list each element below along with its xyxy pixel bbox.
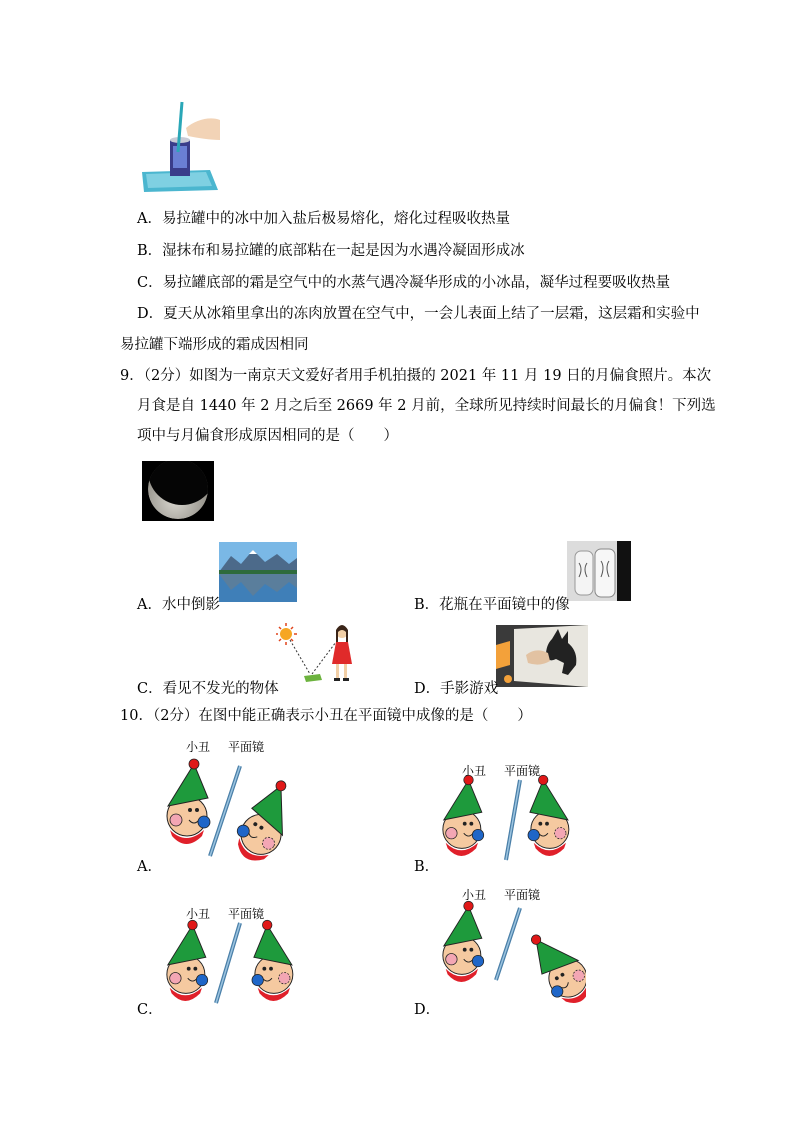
q9-option-d: D．手影游戏 <box>414 681 499 697</box>
q8-option-d-cont: 易拉罐下端形成的霜成因相同 <box>120 337 309 353</box>
mirror-label: 平面镜 <box>228 740 265 754</box>
mirror-label: 平面镜 <box>504 888 541 902</box>
q10-option-a: A． <box>137 859 162 875</box>
clown-label: 小丑 <box>186 740 211 754</box>
q10-stem: 10．（2分）在图中能正确表示小丑在平面镜中成像的是（ ） <box>120 708 532 724</box>
q8-option-b: B．湿抹布和易拉罐的底部粘在一起是因为水遇冷凝固形成冰 <box>137 243 525 259</box>
partial-lunar-eclipse-photo <box>142 461 214 521</box>
can-experiment-image <box>140 100 220 192</box>
q10-figure-a <box>160 736 310 866</box>
q9-option-c: C．看见不发光的物体 <box>137 681 279 697</box>
clown-label: 小丑 <box>462 888 487 902</box>
q9-stem-line-3: 项中与月偏食形成原因相同的是（ ） <box>137 428 398 444</box>
q10-option-d: D． <box>414 1002 441 1018</box>
mirror-label: 平面镜 <box>228 907 265 921</box>
q10-figure-b <box>436 760 586 866</box>
q10-option-b: B． <box>414 859 440 875</box>
q9-option-a: A．水中倒影 <box>137 597 220 613</box>
q8-option-c: C．易拉罐底部的霜是空气中的水蒸气遇冷凝华形成的小冰晶，凝华过程要吸收热量 <box>137 275 671 291</box>
q10-figure-d <box>436 884 586 1009</box>
q9-stem-line-2: 月食是自 1440 年 2 月之后至 2669 年 2 月前，全球所见持续时间最长的月偏食！下列选 <box>137 398 716 414</box>
mirror-label: 平面镜 <box>504 764 541 778</box>
clown-label: 小丑 <box>462 764 487 778</box>
q10-figure-c <box>160 903 310 1009</box>
q10-option-c: C． <box>137 1002 163 1018</box>
hand-shadow-image <box>496 625 588 687</box>
q8-option-d: D．夏天从冰箱里拿出的冻肉放置在空气中，一会儿表面上结了一层霜，这层霜和实验中 <box>137 306 700 322</box>
clown-label: 小丑 <box>186 907 211 921</box>
q9-stem-line-1: 9．（2分）如图为一南京天文爱好者用手机拍摄的 2021 年 11 月 19 日的月偏食照片。本次 <box>120 368 712 384</box>
q9-option-b: B．花瓶在平面镜中的像 <box>414 597 570 613</box>
vase-mirror-image <box>567 541 631 601</box>
q8-option-a: A．易拉罐中的冰中加入盐后极易熔化，熔化过程吸收热量 <box>137 211 510 227</box>
girl-seeing-object-image <box>276 622 362 686</box>
lake-reflection-image <box>219 542 297 602</box>
